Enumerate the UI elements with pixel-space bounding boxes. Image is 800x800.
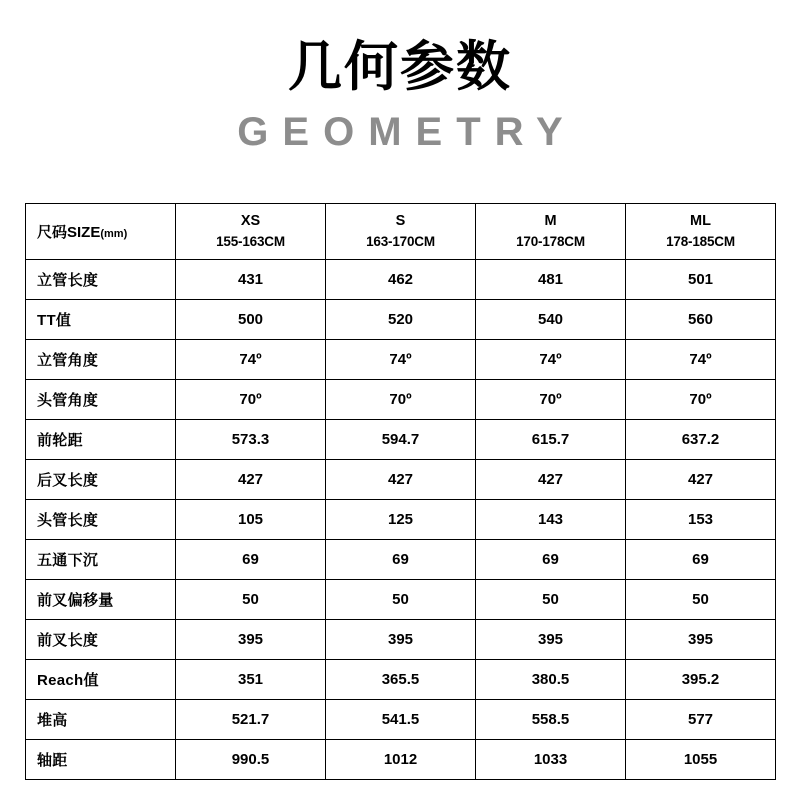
page-title-cn: 几何参数 bbox=[288, 35, 512, 98]
table-header-row bbox=[26, 204, 776, 260]
cell-value: 558.5 bbox=[476, 700, 626, 740]
cell-value: 1055 bbox=[626, 740, 776, 780]
row-label: 后叉长度 bbox=[26, 460, 176, 500]
cell-value: 70º bbox=[476, 380, 626, 420]
cell-value: 125 bbox=[326, 500, 476, 540]
cell-value: 637.2 bbox=[626, 420, 776, 460]
header-column-m bbox=[476, 204, 626, 260]
cell-value: 50 bbox=[326, 580, 476, 620]
table-row bbox=[26, 340, 776, 380]
cell-value: 351 bbox=[176, 660, 326, 700]
cell-value: 395.2 bbox=[626, 660, 776, 700]
cell-value: 50 bbox=[476, 580, 626, 620]
table-row bbox=[26, 260, 776, 300]
table-row bbox=[26, 700, 776, 740]
cell-value: 74º bbox=[626, 340, 776, 380]
table-row bbox=[26, 380, 776, 420]
header-column-s bbox=[326, 204, 476, 260]
cell-value: 70º bbox=[326, 380, 476, 420]
cell-value: 395 bbox=[626, 620, 776, 660]
header-column-xs-range: 155-163CM bbox=[216, 234, 285, 250]
cell-value: 74º bbox=[176, 340, 326, 380]
row-label: 五通下沉 bbox=[26, 540, 176, 580]
cell-value: 74º bbox=[476, 340, 626, 380]
cell-value: 540 bbox=[476, 300, 626, 340]
cell-value: 70º bbox=[626, 380, 776, 420]
row-label: 立管角度 bbox=[26, 340, 176, 380]
cell-value: 577 bbox=[626, 700, 776, 740]
page-title-en: GEOMETRY bbox=[237, 110, 577, 155]
cell-value: 50 bbox=[176, 580, 326, 620]
table-row bbox=[26, 420, 776, 460]
header-column-ml-size: ML bbox=[690, 213, 711, 230]
row-label: 头管长度 bbox=[26, 500, 176, 540]
table-row bbox=[26, 460, 776, 500]
cell-value: 427 bbox=[326, 460, 476, 500]
cell-value: 560 bbox=[626, 300, 776, 340]
cell-value: 615.7 bbox=[476, 420, 626, 460]
cell-value: 1033 bbox=[476, 740, 626, 780]
row-label: TT值 bbox=[26, 300, 176, 340]
cell-value: 395 bbox=[476, 620, 626, 660]
cell-value: 380.5 bbox=[476, 660, 626, 700]
table-row bbox=[26, 660, 776, 700]
geometry-table bbox=[25, 203, 776, 780]
row-label: 立管长度 bbox=[26, 260, 176, 300]
cell-value: 395 bbox=[176, 620, 326, 660]
table-row bbox=[26, 620, 776, 660]
cell-value: 69 bbox=[626, 540, 776, 580]
table-row bbox=[26, 500, 776, 540]
cell-value: 500 bbox=[176, 300, 326, 340]
cell-value: 541.5 bbox=[326, 700, 476, 740]
header-size-label bbox=[26, 204, 176, 260]
header-size-unit: (mm) bbox=[100, 228, 128, 240]
cell-value: 520 bbox=[326, 300, 476, 340]
cell-value: 69 bbox=[326, 540, 476, 580]
cell-value: 427 bbox=[476, 460, 626, 500]
cell-value: 990.5 bbox=[176, 740, 326, 780]
cell-value: 431 bbox=[176, 260, 326, 300]
cell-value: 521.7 bbox=[176, 700, 326, 740]
row-label: Reach值 bbox=[26, 660, 176, 700]
table-row bbox=[26, 740, 776, 780]
table-row bbox=[26, 540, 776, 580]
cell-value: 153 bbox=[626, 500, 776, 540]
cell-value: 69 bbox=[176, 540, 326, 580]
cell-value: 74º bbox=[326, 340, 476, 380]
cell-value: 481 bbox=[476, 260, 626, 300]
table-row bbox=[26, 300, 776, 340]
header-column-ml bbox=[626, 204, 776, 260]
cell-value: 1012 bbox=[326, 740, 476, 780]
header-column-s-size: S bbox=[395, 213, 406, 230]
cell-value: 427 bbox=[176, 460, 326, 500]
cell-value: 50 bbox=[626, 580, 776, 620]
header-column-ml-range: 178-185CM bbox=[666, 234, 735, 250]
row-label: 头管角度 bbox=[26, 380, 176, 420]
row-label: 前轮距 bbox=[26, 420, 176, 460]
cell-value: 427 bbox=[626, 460, 776, 500]
header-column-s-range: 163-170CM bbox=[366, 234, 435, 250]
cell-value: 395 bbox=[326, 620, 476, 660]
row-label: 前叉偏移量 bbox=[26, 580, 176, 620]
cell-value: 462 bbox=[326, 260, 476, 300]
header-column-xs-size: XS bbox=[240, 213, 261, 230]
cell-value: 501 bbox=[626, 260, 776, 300]
cell-value: 105 bbox=[176, 500, 326, 540]
table-row bbox=[26, 580, 776, 620]
header-column-xs bbox=[176, 204, 326, 260]
cell-value: 143 bbox=[476, 500, 626, 540]
cell-value: 594.7 bbox=[326, 420, 476, 460]
row-label: 轴距 bbox=[26, 740, 176, 780]
header-size-text: 尺码SIZE bbox=[37, 224, 101, 241]
cell-value: 365.5 bbox=[326, 660, 476, 700]
cell-value: 70º bbox=[176, 380, 326, 420]
row-label: 堆高 bbox=[26, 700, 176, 740]
cell-value: 69 bbox=[476, 540, 626, 580]
geometry-table-wrapper bbox=[25, 203, 775, 780]
cell-value: 573.3 bbox=[176, 420, 326, 460]
header-column-m-range: 170-178CM bbox=[516, 234, 585, 250]
row-label: 前叉长度 bbox=[26, 620, 176, 660]
header-column-m-size: M bbox=[544, 213, 557, 230]
